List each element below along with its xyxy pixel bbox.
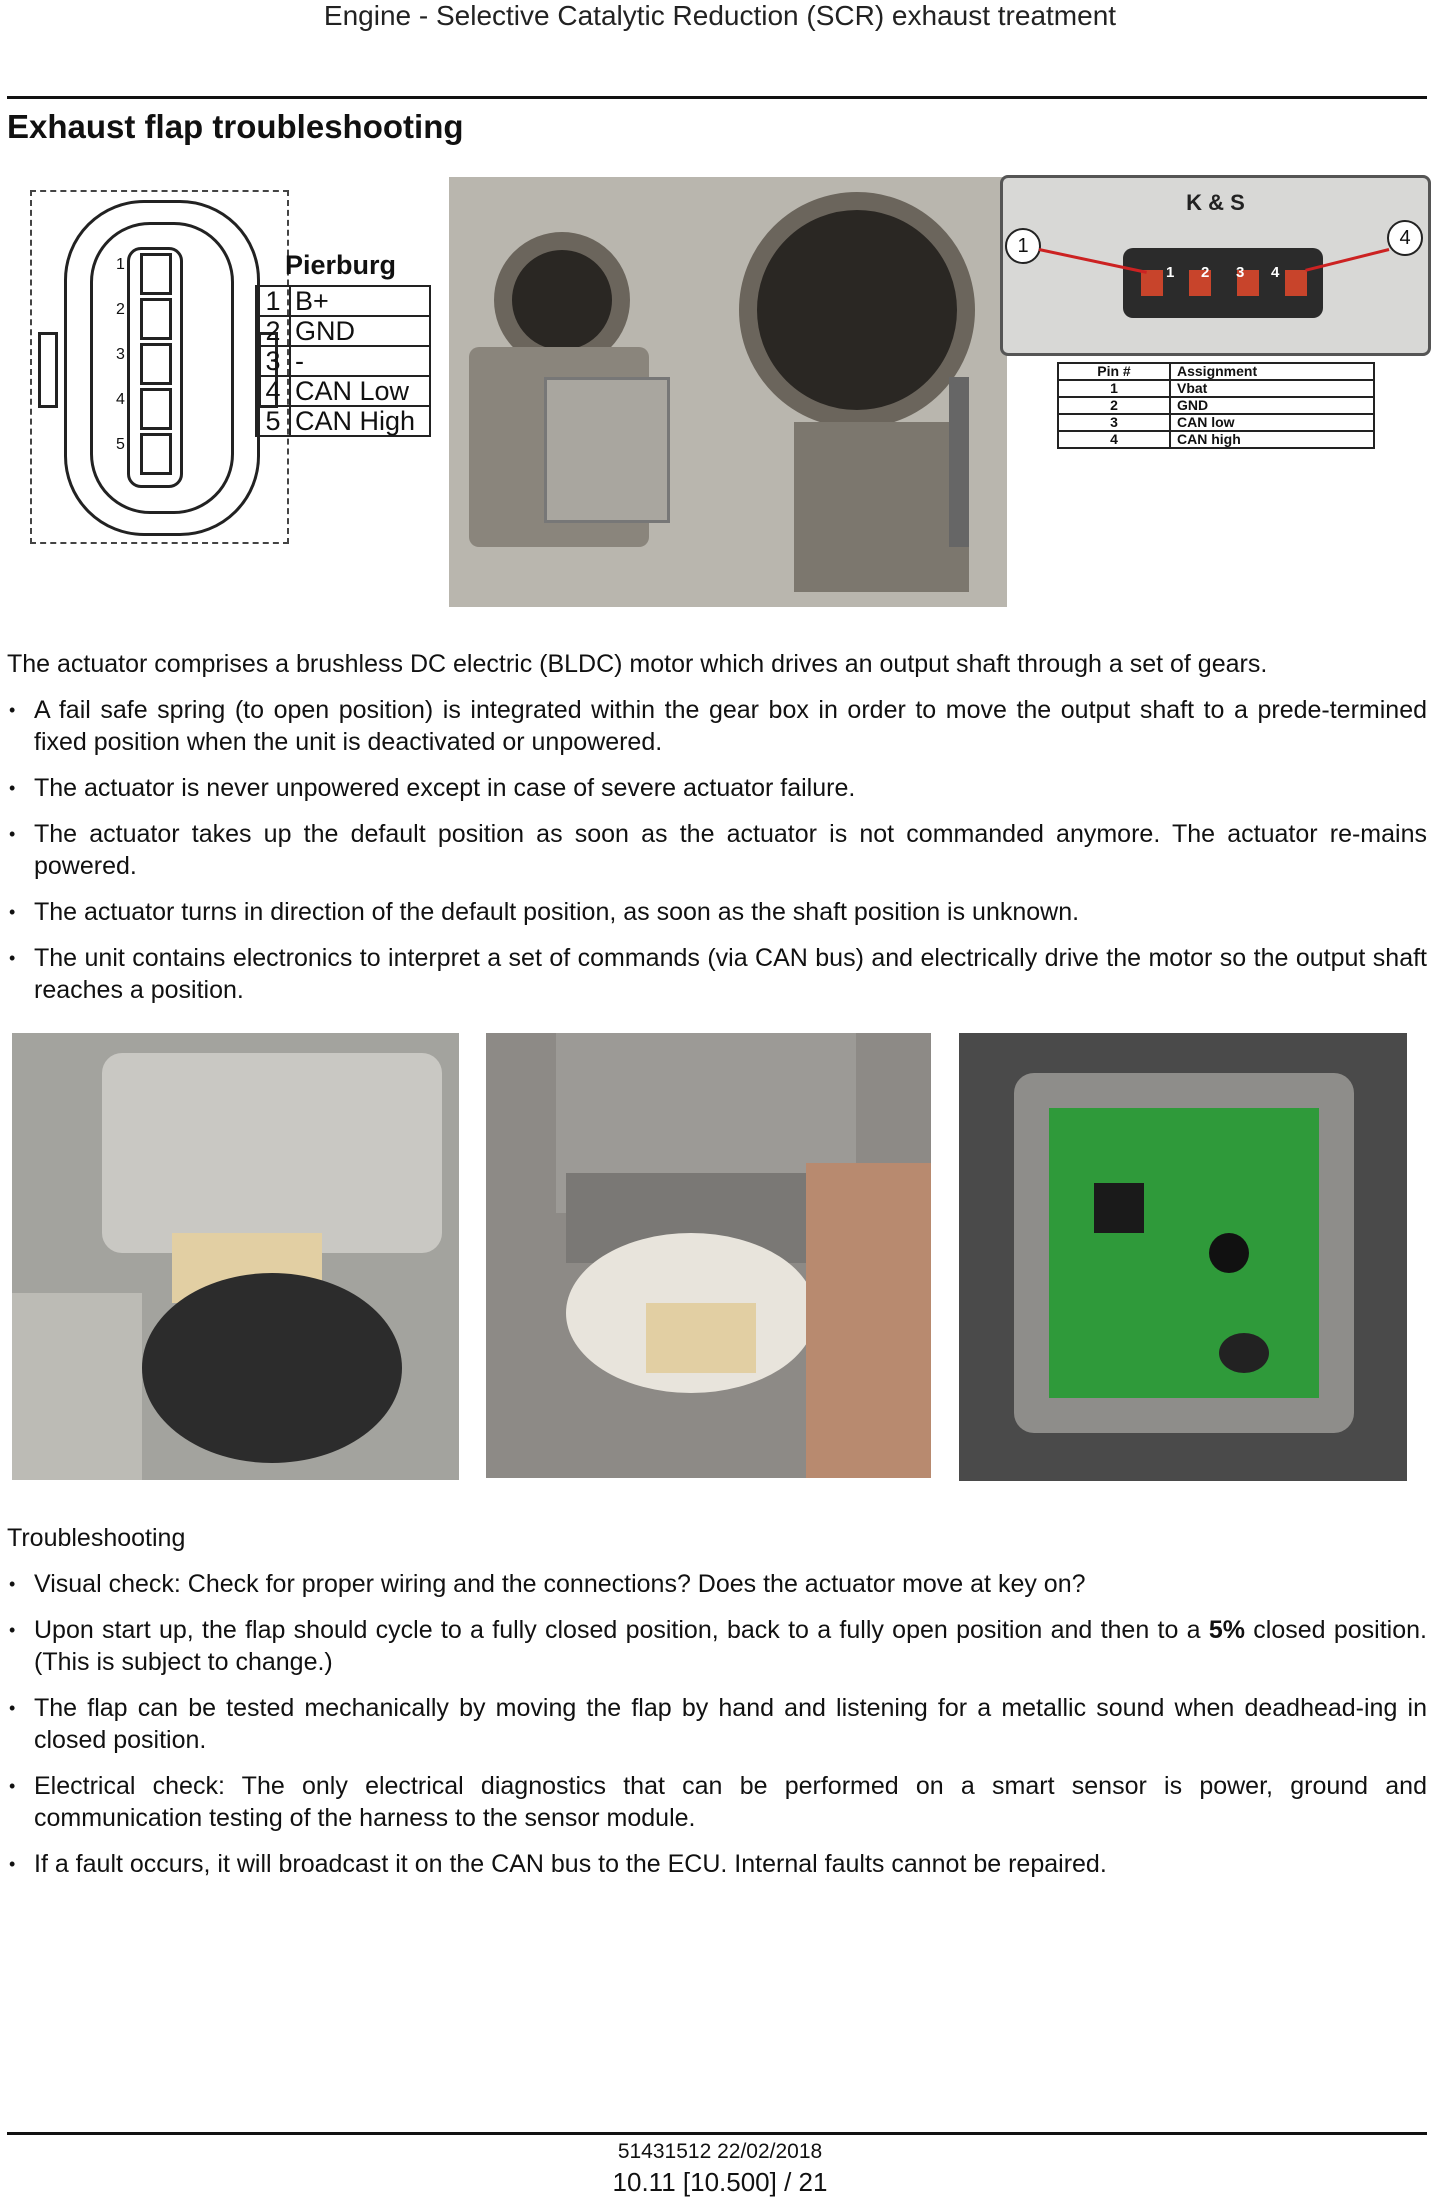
connector-pin (140, 253, 172, 295)
list-item: • If a fault occurs, it will broadcast it on the CAN bus to the ECU. Internal faults cannot be repaired. (7, 1848, 1427, 1880)
ks-pin-label: 2 (1201, 264, 1210, 281)
troubleshooting-bullet-list (7, 1568, 1427, 1894)
pierburg-title: Pierburg (285, 250, 397, 280)
list-item: • The actuator turns in direction of the default position, as soon as the shaft position is unknown. (7, 896, 1427, 928)
ks-callout-1: 1 (1005, 228, 1041, 264)
header-rule (7, 96, 1427, 99)
footer-document-code: 51431512 22/02/2018 (617, 2140, 823, 2163)
ks-pin-label: 4 (1271, 264, 1280, 281)
connector-pin (140, 388, 172, 430)
troubleshooting-heading: Troubleshooting (7, 1524, 186, 1552)
ks-connector-photo (1000, 175, 1431, 356)
pin-number: 1 (116, 256, 125, 273)
connector-pin (140, 433, 172, 475)
list-item: • A fail safe spring (to open position) is integrated within the gear box in order to move the output shaft to a prede-termined fixed position when the unit is deactivated or unpowered. (7, 694, 1427, 758)
table-row: 4 CAN Low (256, 376, 430, 406)
ks-callout-4: 4 (1387, 220, 1423, 256)
pin-number: 5 (116, 436, 125, 453)
gear-assembly-photo (486, 1033, 931, 1478)
connector-pin (140, 343, 172, 385)
pin-number: 3 (116, 346, 125, 363)
ks-connector-plug (1123, 248, 1323, 318)
ks-pin-label: 3 (1236, 264, 1245, 281)
section-title: Exhaust flap troubleshooting (7, 108, 464, 145)
ks-pin-table (1057, 362, 1375, 449)
list-item: • Visual check: Check for proper wiring and the connections? Does the actuator move at key on? (7, 1568, 1427, 1600)
gear-housing-photo (12, 1033, 459, 1480)
actuator-bullet-list (7, 694, 1427, 1020)
list-item: • The flap can be tested mechanically by moving the flap by hand and listening for a metallic sound when deadhead-ing in closed position. (7, 1692, 1427, 1756)
electronics-board-photo (959, 1033, 1407, 1481)
footer-page-number: 10.11 [10.500] / 21 (612, 2167, 828, 2197)
table-row: 1 B+ (256, 286, 430, 316)
table-row: 3 CAN low (1058, 414, 1374, 431)
list-item: • The unit contains electronics to interpret a set of commands (via CAN bus) and electrically drive the motor so the output shaft reaches a position. (7, 942, 1427, 1006)
page-header-title: Engine - Selective Catalytic Reduction (SCR) exhaust treatment (323, 0, 1117, 31)
connector-pin (140, 298, 172, 340)
pierburg-connector-diagram (30, 190, 289, 544)
table-row: 2 GND (256, 316, 430, 346)
intro-paragraph: The actuator comprises a brushless DC electric (BLDC) motor which drives an output shaft through a set of gears. (7, 650, 1268, 678)
table-row: 3 - (256, 346, 430, 376)
pin-number: 2 (116, 301, 125, 318)
list-item: • Upon start up, the flap should cycle to a fully closed position, back to a fully open position and then to a 5% closed position. (This is subject to change.) (7, 1614, 1427, 1678)
list-item: • Electrical check: The only electrical diagnostics that can be performed on a smart sensor is power, ground and communication testing of the harness to the sensor module. (7, 1770, 1427, 1834)
ks-title: K & S (1186, 190, 1245, 215)
pin-number: 4 (116, 391, 125, 408)
pierburg-pin-table (255, 285, 431, 437)
table-row: 1 Vbat (1058, 380, 1374, 397)
list-item: • The actuator takes up the default position as soon as the actuator is not commanded anymore. The actuator re-mains powered. (7, 818, 1427, 882)
ks-pin-label: 1 (1166, 264, 1175, 281)
table-row: Pin # Assignment (1058, 363, 1374, 380)
table-row: 2 GND (1058, 397, 1374, 414)
table-row: 5 CAN High (256, 406, 430, 436)
footer-rule (7, 2132, 1427, 2135)
table-row: 4 CAN high (1058, 431, 1374, 448)
list-item: • The actuator is never unpowered except in case of severe actuator failure. (7, 772, 1427, 804)
percent-value: 5% (1208, 1616, 1246, 1644)
exhaust-flap-valves-photo (449, 177, 1007, 607)
